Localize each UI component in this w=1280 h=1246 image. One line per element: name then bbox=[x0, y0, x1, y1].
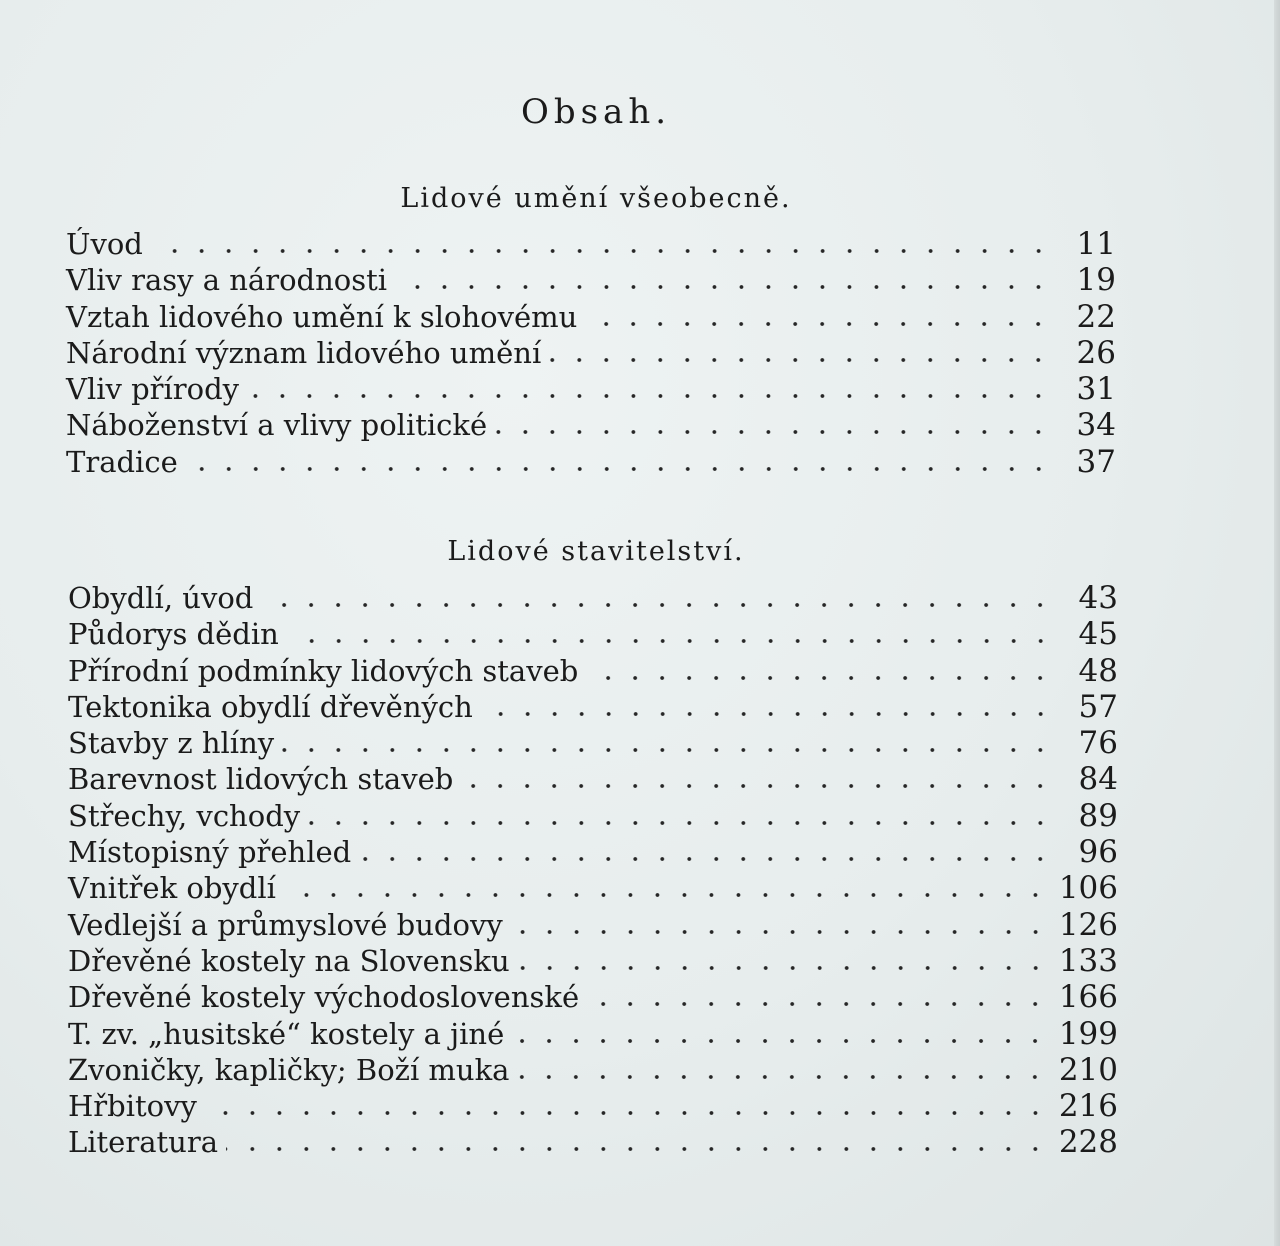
toc-entry-title: Vedlejší a průmyslové budovy bbox=[68, 907, 503, 942]
toc-entry-page-number: 37 bbox=[1076, 443, 1116, 480]
toc-entry-page-number: 126 bbox=[1058, 906, 1118, 943]
toc-entry bbox=[66, 444, 1116, 480]
toc-entry bbox=[68, 834, 1118, 870]
toc-entry bbox=[68, 580, 1118, 616]
toc-entry-title: T. zv. „husitské“ kostely a jiné bbox=[68, 1016, 505, 1051]
toc-entry bbox=[68, 1088, 1118, 1124]
dot-leader bbox=[186, 466, 1052, 472]
toc-entry-page-number: 216 bbox=[1058, 1088, 1118, 1125]
dot-leader bbox=[511, 929, 1049, 935]
dot-leader bbox=[359, 856, 1054, 862]
toc-entry bbox=[68, 870, 1118, 906]
toc-entry bbox=[68, 1016, 1118, 1052]
toc-entry bbox=[68, 943, 1118, 979]
toc-entry-page-number: 96 bbox=[1078, 834, 1118, 871]
dot-leader bbox=[495, 429, 1052, 435]
toc-entry-page-number: 34 bbox=[1076, 407, 1116, 444]
toc-entry-page-number: 48 bbox=[1078, 652, 1118, 689]
toc-entry-title: Přírodní podmínky lidových staveb bbox=[68, 653, 579, 688]
toc-entry bbox=[68, 689, 1118, 725]
toc-entry-title: Místopisný přehled bbox=[68, 835, 352, 870]
toc-entry-title: Náboženství a vlivy politické bbox=[66, 408, 488, 443]
dot-leader bbox=[287, 638, 1054, 644]
dot-leader bbox=[261, 602, 1054, 608]
toc-entry-title: Úvod bbox=[66, 227, 143, 261]
toc-entry bbox=[66, 262, 1116, 298]
toc-entry-page-number: 22 bbox=[1076, 298, 1116, 335]
toc-entry bbox=[66, 299, 1116, 335]
toc-entry-title: Vnitřek obydlí bbox=[68, 871, 276, 906]
toc-entry-title: Obydlí, úvod bbox=[68, 581, 254, 615]
toc-entry bbox=[68, 653, 1118, 689]
toc-entry bbox=[68, 616, 1118, 652]
dot-leader bbox=[585, 321, 1052, 327]
dot-leader bbox=[549, 357, 1052, 363]
toc-entry-title: Vztah lidového umění k slohovému bbox=[66, 299, 578, 334]
toc-entry-title: Půdorys dědin bbox=[68, 617, 279, 652]
toc-entry-page-number: 166 bbox=[1058, 979, 1118, 1016]
dot-leader bbox=[481, 711, 1054, 717]
dot-leader bbox=[284, 892, 1049, 898]
toc-entry bbox=[68, 1052, 1118, 1088]
toc-entry-page-number: 89 bbox=[1078, 797, 1118, 834]
toc-entry bbox=[66, 407, 1116, 443]
dot-leader bbox=[151, 248, 1052, 254]
toc-entry-page-number: 76 bbox=[1078, 725, 1118, 762]
toc-entry bbox=[66, 335, 1116, 371]
section-heading-general: Lidové umění všeobecně. bbox=[400, 183, 792, 214]
dot-leader bbox=[517, 1074, 1048, 1080]
toc-entry-title: Literatura bbox=[68, 1125, 218, 1160]
dot-leader bbox=[247, 393, 1052, 399]
toc-entry bbox=[68, 979, 1118, 1015]
toc-entry-title: Hřbitovy bbox=[68, 1089, 197, 1124]
toc-entry-title: Střechy, vchody bbox=[68, 798, 301, 833]
toc-entry-page-number: 228 bbox=[1058, 1124, 1118, 1161]
toc-entry bbox=[68, 798, 1118, 834]
toc-entry-page-number: 19 bbox=[1076, 262, 1116, 299]
toc-entry-page-number: 84 bbox=[1078, 761, 1118, 798]
toc-entry-title: Dřevěné kostely na Slovensku bbox=[68, 943, 510, 978]
toc-entry-title: Vliv rasy a národnosti bbox=[66, 263, 388, 298]
toc-entry-page-number: 45 bbox=[1078, 616, 1118, 653]
page-title: Obsah. bbox=[520, 92, 672, 132]
toc-list-general bbox=[66, 226, 1116, 480]
toc-entry bbox=[66, 371, 1116, 407]
toc-entry-page-number: 26 bbox=[1076, 334, 1116, 371]
section-heading-architecture: Lidové stavitelství. bbox=[447, 536, 745, 567]
dot-leader bbox=[282, 747, 1054, 753]
toc-entry bbox=[68, 761, 1118, 797]
toc-entry-title: Národní význam lidového umění bbox=[66, 335, 542, 370]
toc-entry-page-number: 31 bbox=[1076, 371, 1116, 408]
toc-entry bbox=[68, 907, 1118, 943]
dot-leader bbox=[226, 1146, 1049, 1152]
toc-entry-title: Zvoničky, kapličky; Boží muka bbox=[68, 1052, 510, 1087]
dot-leader bbox=[205, 1110, 1049, 1116]
dot-leader bbox=[586, 675, 1054, 681]
toc-entry-title: Barevnost lidových staveb bbox=[68, 762, 454, 797]
dot-leader bbox=[587, 1001, 1049, 1007]
dot-leader bbox=[395, 284, 1052, 290]
toc-entry-page-number: 133 bbox=[1058, 942, 1118, 979]
toc-entry-page-number: 43 bbox=[1078, 580, 1118, 616]
toc-entry bbox=[66, 226, 1116, 262]
toc-entry-title: Tektonika obydlí dřevěných bbox=[68, 689, 473, 724]
dot-leader bbox=[512, 1038, 1049, 1044]
toc-entry-title: Tradice bbox=[66, 444, 178, 479]
page-edge bbox=[1274, 0, 1280, 1246]
dot-leader bbox=[461, 783, 1054, 789]
dot-leader bbox=[308, 820, 1054, 826]
toc-entry bbox=[68, 725, 1118, 761]
toc-entry-page-number: 11 bbox=[1076, 226, 1116, 262]
toc-entry-page-number: 199 bbox=[1058, 1015, 1118, 1052]
toc-entry-page-number: 106 bbox=[1058, 870, 1118, 907]
dot-leader bbox=[518, 965, 1049, 971]
toc-entry-title: Vliv přírody bbox=[66, 372, 240, 407]
toc-entry bbox=[68, 1124, 1118, 1160]
toc-list-architecture bbox=[68, 580, 1118, 1161]
toc-entry-title: Stavby z hlíny bbox=[68, 726, 275, 761]
toc-entry-title: Dřevěné kostely východoslovenské bbox=[68, 980, 580, 1015]
toc-entry-page-number: 57 bbox=[1078, 688, 1118, 725]
toc-entry-page-number: 210 bbox=[1058, 1051, 1118, 1088]
